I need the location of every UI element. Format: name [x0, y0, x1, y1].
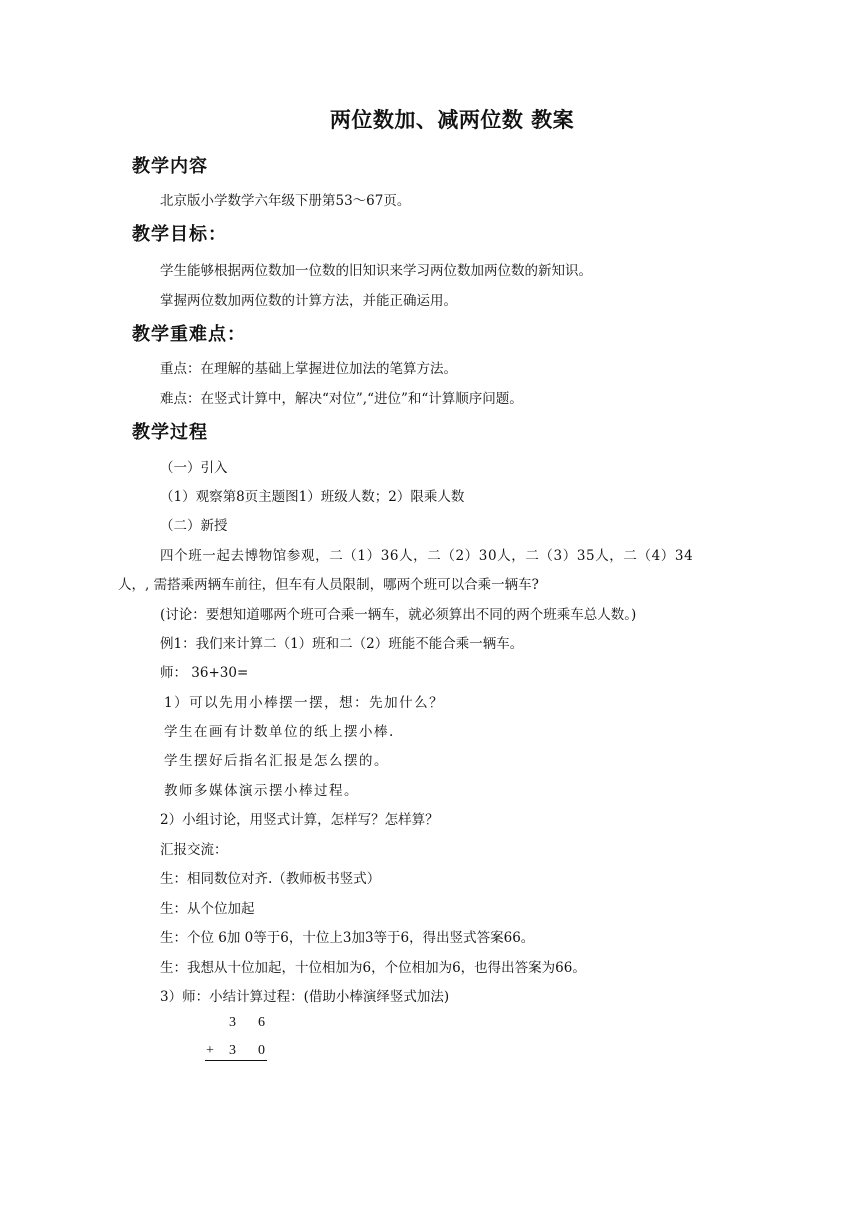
process-line: 2）小组讨论，用竖式计算，怎样写？怎样算？ [160, 812, 439, 828]
process-line: 生：相同数位对齐.（教师板书竖式） [160, 871, 381, 887]
process-line: 学生在画有计数单位的纸上摆小棒. [164, 724, 395, 740]
process-line: （二）新授 [160, 518, 228, 534]
document-title: 两位数加、减两位数 教案 [329, 107, 575, 132]
goal-line: 学生能够根据两位数加一位数的旧知识来学习两位数加两位数的新知识。 [160, 263, 592, 279]
content-text: 北京版小学数学六年级下册第53～67页。 [160, 193, 411, 209]
heading-keypoints: 教学重难点： [132, 324, 246, 345]
process-line: 例1：我们来计算二（1）班和二（2）班能不能合乘一辆车。 [160, 636, 524, 652]
keypoint-line: 重点：在理解的基础上掌握进位加法的笔算方法。 [160, 361, 457, 377]
process-line: （一）引入 [160, 460, 228, 476]
calc-digit: 6 [258, 1015, 265, 1030]
process-line: 教师多媒体演示摆小棒过程。 [164, 783, 359, 799]
process-line: （1）观察第8页主题图1）班级人数；2）限乘人数 [160, 489, 465, 505]
process-line: (讨论：要想知道哪两个班可合乘一辆车，就必须算出不同的两个班乘车总人数。) [160, 607, 637, 623]
calc-operator: + [206, 1043, 214, 1058]
process-line: 生：从个位加起 [160, 901, 255, 917]
process-line: 3）师：小结计算过程：(借助小棒演绎竖式加法) [160, 989, 450, 1005]
goal-line: 掌握两位数加两位数的计算方法，并能正确运用。 [160, 293, 457, 309]
process-line: 师： 36+30= [160, 665, 249, 681]
process-line: 人，, 需搭乘两辆车前往，但车有人员限制，哪两个班可以合乘一辆车? [118, 577, 539, 593]
process-line: 生：我想从十位加起，十位相加为6，个位相加为6，也得出答案为66。 [160, 960, 586, 976]
process-line: 四个班一起去博物馆参观，二（1）36人，二（2）30人，二（3）35人，二（4）34 [160, 548, 694, 564]
calc-digit: 3 [229, 1043, 236, 1058]
process-line: 生：个位 6加 0等于6，十位上3加3等于6，得出竖式答案66。 [160, 930, 535, 946]
process-line: 汇报交流： [160, 842, 228, 858]
keypoint-line: 难点：在竖式计算中，解决“对位”,“进位”和“计算顺序问题。 [160, 391, 523, 407]
heading-goals: 教学目标： [132, 224, 227, 245]
process-line: 学生摆好后指名汇报是怎么摆的。 [164, 753, 389, 769]
heading-content: 教学内容 [132, 156, 208, 177]
calc-digit: 0 [258, 1043, 265, 1058]
calc-digit: 3 [229, 1015, 236, 1030]
heading-process: 教学过程 [132, 422, 208, 443]
process-line: 1）可以先用小棒摆一摆，想：先加什么？ [164, 695, 445, 711]
